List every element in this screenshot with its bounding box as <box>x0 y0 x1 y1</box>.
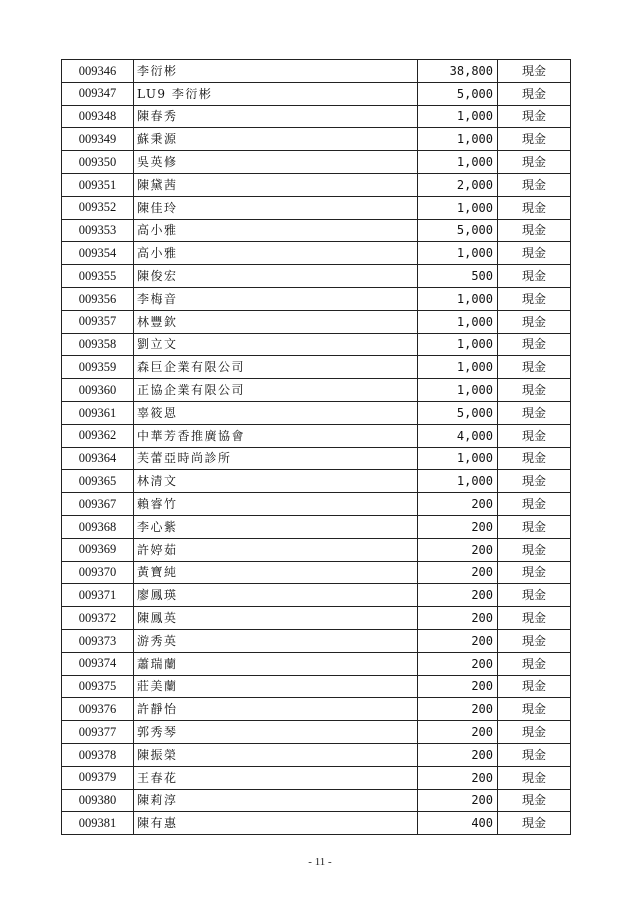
receipt-number: 009367 <box>62 493 134 516</box>
donor-name: 陳莉淳 <box>134 789 418 812</box>
table-row <box>62 105 571 128</box>
receipt-number: 009351 <box>62 173 134 196</box>
payment-type: 現金 <box>498 447 571 470</box>
table-row <box>62 538 571 561</box>
receipt-number: 009369 <box>62 538 134 561</box>
payment-type: 現金 <box>498 60 571 83</box>
donor-name: 王春花 <box>134 766 418 789</box>
donor-name: 吳英修 <box>134 151 418 174</box>
donor-name: 許靜怡 <box>134 698 418 721</box>
table-row <box>62 607 571 630</box>
receipt-number: 009380 <box>62 789 134 812</box>
table-row <box>62 151 571 174</box>
donation-amount: 200 <box>418 789 498 812</box>
receipt-number: 009356 <box>62 287 134 310</box>
page-number: - 11 - <box>308 856 332 868</box>
donor-name: 高小雅 <box>134 242 418 265</box>
donor-name: 李心紫 <box>134 515 418 538</box>
payment-type: 現金 <box>498 470 571 493</box>
payment-type: 現金 <box>498 675 571 698</box>
donor-name: 陳有惠 <box>134 812 418 835</box>
donation-amount: 1,000 <box>418 379 498 402</box>
payment-type: 現金 <box>498 789 571 812</box>
receipt-number: 009357 <box>62 310 134 333</box>
table-row <box>62 470 571 493</box>
donation-amount: 1,000 <box>418 287 498 310</box>
table-row <box>62 515 571 538</box>
donation-amount: 1,000 <box>418 105 498 128</box>
receipt-number: 009352 <box>62 196 134 219</box>
donor-name: 林清文 <box>134 470 418 493</box>
payment-type: 現金 <box>498 219 571 242</box>
table-row <box>62 287 571 310</box>
receipt-number: 009348 <box>62 105 134 128</box>
donation-amount: 1,000 <box>418 151 498 174</box>
donor-name: 正協企業有限公司 <box>134 379 418 402</box>
donor-name: 郭秀琴 <box>134 721 418 744</box>
receipt-number: 009347 <box>62 82 134 105</box>
payment-type: 現金 <box>498 561 571 584</box>
donor-name: 陳鳳英 <box>134 607 418 630</box>
donation-amount: 1,000 <box>418 310 498 333</box>
receipt-number: 009376 <box>62 698 134 721</box>
donation-amount: 400 <box>418 812 498 835</box>
receipt-number: 009368 <box>62 515 134 538</box>
payment-type: 現金 <box>498 721 571 744</box>
donation-amount: 200 <box>418 629 498 652</box>
receipt-number: 009375 <box>62 675 134 698</box>
receipt-number: 009353 <box>62 219 134 242</box>
table-row <box>62 721 571 744</box>
table-row <box>62 173 571 196</box>
table-row <box>62 561 571 584</box>
receipt-number: 009374 <box>62 652 134 675</box>
receipt-number: 009350 <box>62 151 134 174</box>
donation-rows <box>62 60 571 835</box>
donation-amount: 200 <box>418 561 498 584</box>
payment-type: 現金 <box>498 584 571 607</box>
payment-type: 現金 <box>498 812 571 835</box>
payment-type: 現金 <box>498 82 571 105</box>
donation-amount: 200 <box>418 721 498 744</box>
donation-amount: 1,000 <box>418 128 498 151</box>
donation-amount: 200 <box>418 515 498 538</box>
donor-name: 辜筱恩 <box>134 401 418 424</box>
receipt-number: 009370 <box>62 561 134 584</box>
table-row <box>62 333 571 356</box>
donor-name: 中華芳香推廣協會 <box>134 424 418 447</box>
donation-amount: 1,000 <box>418 196 498 219</box>
payment-type: 現金 <box>498 379 571 402</box>
donation-amount: 5,000 <box>418 401 498 424</box>
payment-type: 現金 <box>498 356 571 379</box>
donation-amount: 200 <box>418 766 498 789</box>
donation-amount: 200 <box>418 743 498 766</box>
table-row <box>62 766 571 789</box>
donor-name: 陳佳玲 <box>134 196 418 219</box>
donor-name: 森巨企業有限公司 <box>134 356 418 379</box>
payment-type: 現金 <box>498 515 571 538</box>
receipt-number: 009372 <box>62 607 134 630</box>
donation-amount: 200 <box>418 698 498 721</box>
receipt-number: 009365 <box>62 470 134 493</box>
donor-name: 李衍彬 <box>134 60 418 83</box>
table-row <box>62 698 571 721</box>
donation-amount: 1,000 <box>418 470 498 493</box>
table-row <box>62 219 571 242</box>
donor-name: LU9 李衍彬 <box>134 82 418 105</box>
receipt-number: 009361 <box>62 401 134 424</box>
donation-amount: 1,000 <box>418 356 498 379</box>
donor-name: 蕭瑞蘭 <box>134 652 418 675</box>
receipt-number: 009378 <box>62 743 134 766</box>
payment-type: 現金 <box>498 287 571 310</box>
donor-name: 陳黛茜 <box>134 173 418 196</box>
receipt-number: 009377 <box>62 721 134 744</box>
receipt-number: 009359 <box>62 356 134 379</box>
donation-amount: 200 <box>418 675 498 698</box>
payment-type: 現金 <box>498 105 571 128</box>
donation-amount: 200 <box>418 652 498 675</box>
table-row <box>62 743 571 766</box>
donor-name: 黃寶純 <box>134 561 418 584</box>
donor-name: 陳俊宏 <box>134 265 418 288</box>
table-row <box>62 60 571 83</box>
table-row <box>62 629 571 652</box>
receipt-number: 009379 <box>62 766 134 789</box>
receipt-number: 009355 <box>62 265 134 288</box>
donation-amount: 4,000 <box>418 424 498 447</box>
payment-type: 現金 <box>498 607 571 630</box>
donor-name: 陳振榮 <box>134 743 418 766</box>
donation-amount: 1,000 <box>418 447 498 470</box>
table-row <box>62 652 571 675</box>
payment-type: 現金 <box>498 629 571 652</box>
table-row <box>62 812 571 835</box>
donor-name: 廖鳳瑛 <box>134 584 418 607</box>
table-row <box>62 128 571 151</box>
table-row <box>62 424 571 447</box>
donation-table <box>61 59 571 835</box>
payment-type: 現金 <box>498 196 571 219</box>
payment-type: 現金 <box>498 493 571 516</box>
donor-name: 林豐欽 <box>134 310 418 333</box>
table-row <box>62 493 571 516</box>
table-row <box>62 265 571 288</box>
donation-amount: 200 <box>418 584 498 607</box>
table-row <box>62 196 571 219</box>
payment-type: 現金 <box>498 333 571 356</box>
donor-name: 賴睿竹 <box>134 493 418 516</box>
table-row <box>62 356 571 379</box>
donor-name: 游秀英 <box>134 629 418 652</box>
donation-amount: 1,000 <box>418 242 498 265</box>
receipt-number: 009360 <box>62 379 134 402</box>
table-row <box>62 82 571 105</box>
donor-name: 李梅音 <box>134 287 418 310</box>
donor-name: 許婷茹 <box>134 538 418 561</box>
receipt-number: 009358 <box>62 333 134 356</box>
donor-name: 莊美蘭 <box>134 675 418 698</box>
donation-amount: 200 <box>418 538 498 561</box>
receipt-number: 009349 <box>62 128 134 151</box>
payment-type: 現金 <box>498 128 571 151</box>
payment-type: 現金 <box>498 173 571 196</box>
donor-name: 劉立文 <box>134 333 418 356</box>
payment-type: 現金 <box>498 424 571 447</box>
payment-type: 現金 <box>498 242 571 265</box>
payment-type: 現金 <box>498 310 571 333</box>
receipt-number: 009364 <box>62 447 134 470</box>
table-row <box>62 242 571 265</box>
donation-amount: 2,000 <box>418 173 498 196</box>
donor-name: 蘇秉源 <box>134 128 418 151</box>
payment-type: 現金 <box>498 265 571 288</box>
table-row <box>62 379 571 402</box>
donation-amount: 1,000 <box>418 333 498 356</box>
donation-amount: 500 <box>418 265 498 288</box>
table-row <box>62 310 571 333</box>
receipt-number: 009371 <box>62 584 134 607</box>
donor-name: 高小雅 <box>134 219 418 242</box>
payment-type: 現金 <box>498 652 571 675</box>
donation-amount: 38,800 <box>418 60 498 83</box>
donation-amount: 200 <box>418 607 498 630</box>
donation-amount: 200 <box>418 493 498 516</box>
receipt-number: 009346 <box>62 60 134 83</box>
table-row <box>62 401 571 424</box>
donor-name: 陳春秀 <box>134 105 418 128</box>
payment-type: 現金 <box>498 151 571 174</box>
payment-type: 現金 <box>498 743 571 766</box>
table-row <box>62 675 571 698</box>
table-row <box>62 789 571 812</box>
donation-amount: 5,000 <box>418 82 498 105</box>
payment-type: 現金 <box>498 401 571 424</box>
payment-type: 現金 <box>498 766 571 789</box>
donation-amount: 5,000 <box>418 219 498 242</box>
payment-type: 現金 <box>498 538 571 561</box>
table-row <box>62 584 571 607</box>
receipt-number: 009373 <box>62 629 134 652</box>
donor-name: 芙蕾亞時尚診所 <box>134 447 418 470</box>
table-row <box>62 447 571 470</box>
receipt-number: 009362 <box>62 424 134 447</box>
receipt-number: 009381 <box>62 812 134 835</box>
payment-type: 現金 <box>498 698 571 721</box>
receipt-number: 009354 <box>62 242 134 265</box>
